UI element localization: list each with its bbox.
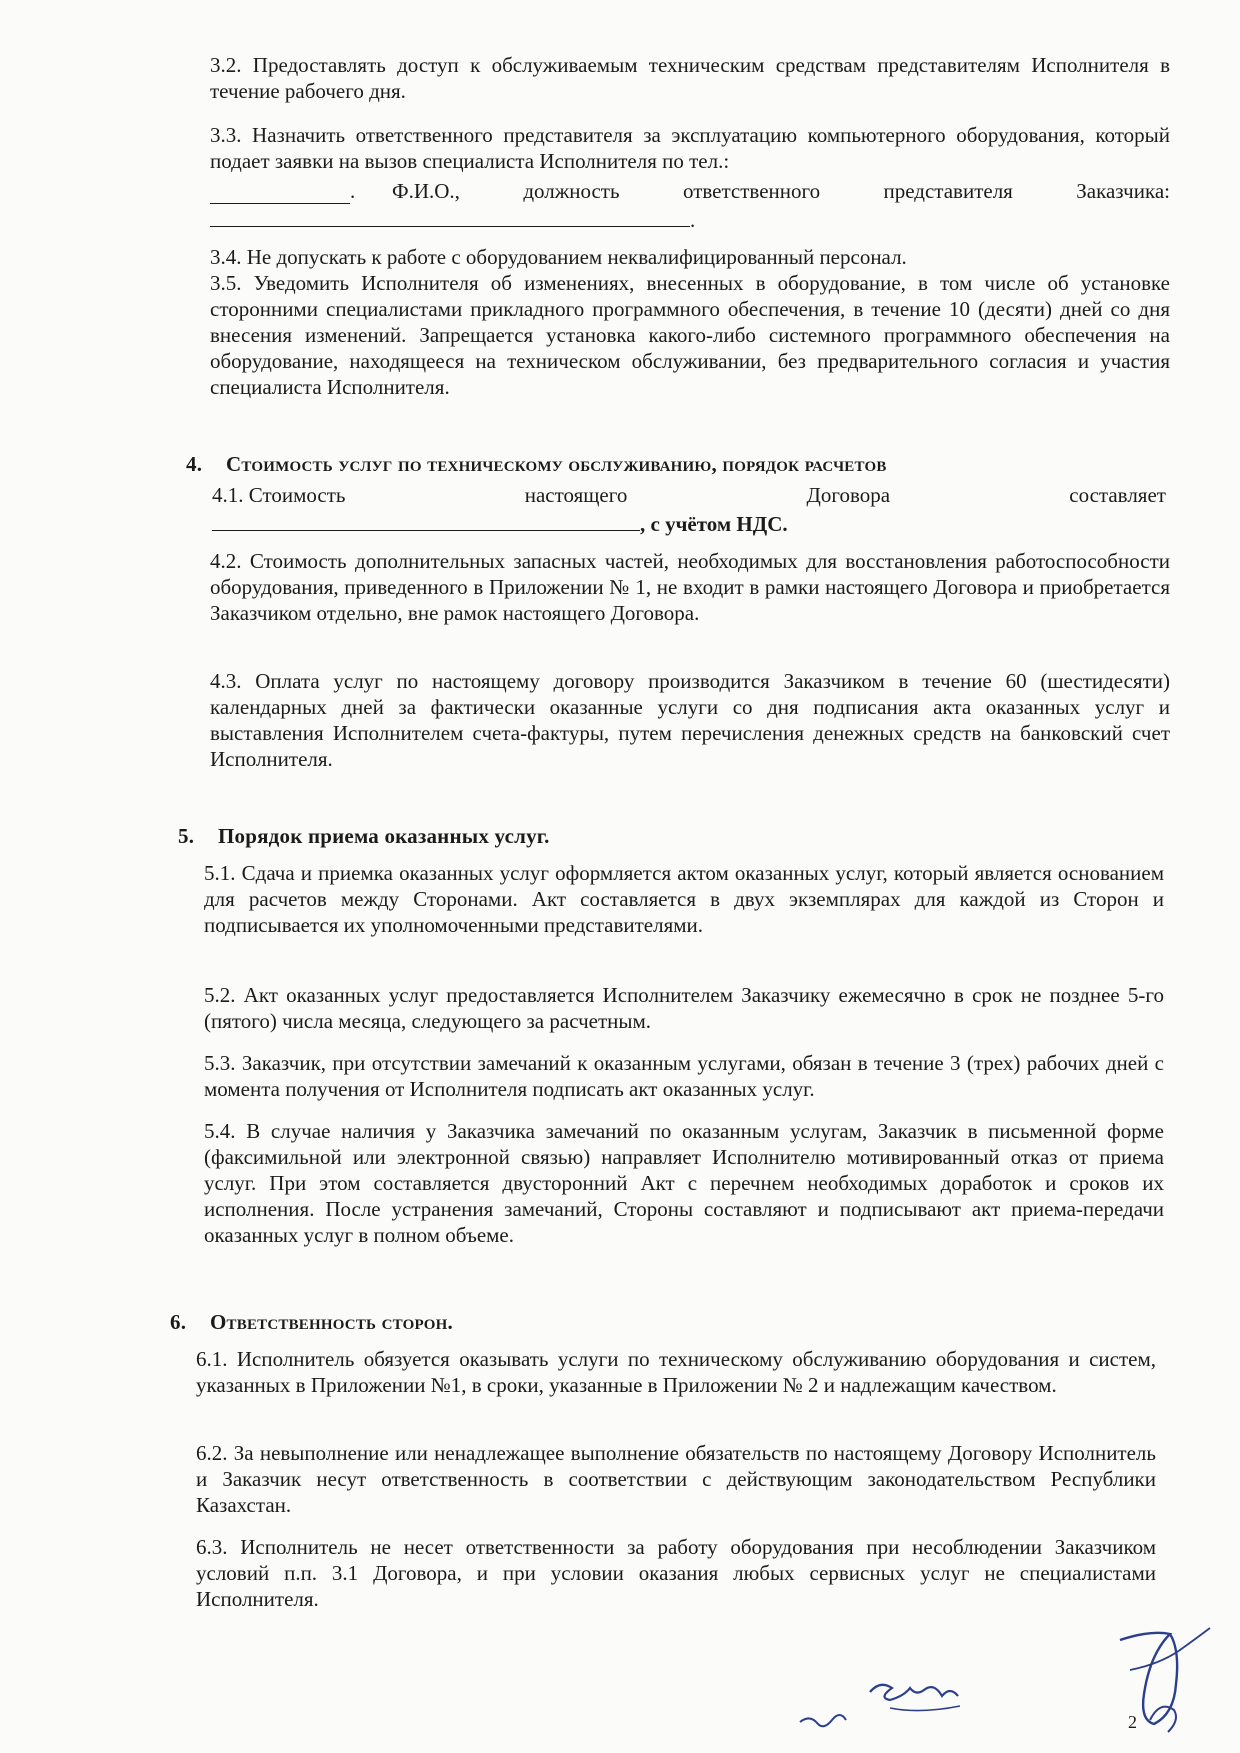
clause-4-1-word: Договора (806, 483, 891, 507)
phone-blank-line (210, 183, 350, 204)
clause-3-5 (210, 270, 1170, 400)
clause-4-2-text: 4.2. Стоимость дополнительных запасных частей, необходимых для восстановления работоспособности оборудования, приведенного в Приложении № 1, не входит в рамки настоящего Договора и приобретается Заказчиком отдельно, вне рамок настоящего Договора. (210, 549, 1170, 625)
clause-6-1 (196, 1346, 1156, 1398)
section-6-title: Ответственность сторон. (210, 1310, 453, 1334)
section-6-number: 6. (170, 1310, 187, 1334)
section-5-title: Порядок приема оказанных услуг. (218, 824, 550, 848)
clause-4-1-amount-row (212, 510, 1172, 537)
clause-4-1-word: 4.1. Стоимость (212, 483, 346, 507)
clause-6-2 (196, 1440, 1156, 1518)
amount-blank-line (212, 510, 640, 531)
clause-6-3 (196, 1534, 1156, 1612)
name-blank-line (210, 206, 690, 227)
page-number: 2 (1128, 1712, 1137, 1732)
section-4-heading (186, 452, 887, 477)
clause-3-3-dot: . (350, 179, 356, 203)
clause-3-3-contact-row (210, 178, 1170, 204)
clause-5-4-text: 5.4. В случае наличия у Заказчика замечаний по оказанным услугам, Заказчик в письменной форме (факсимильной или электронной связью) направляет Исполнителю мотивированный отказ от приема услуг. При этом составляется двусторонний Акт с перечнем необходимых доработок и сроков их исполнения. После устранения замечаний, Стороны составляют и подписывают акт приема-передачи оказанных услуг в полном объеме. (204, 1119, 1164, 1247)
clause-4-1-word: настоящего (524, 483, 628, 507)
handwritten-signature-left (780, 1650, 1100, 1740)
clause-4-1-vat: , с учётом НДС. (640, 512, 788, 536)
clause-4-1-line (212, 482, 1166, 508)
clause-4-2 (210, 548, 1170, 626)
clause-3-5-text: 3.5. Уведомить Исполнителя об изменениях, внесенных в оборудование, в том числе об установке сторонними специалистами прикладного программного обеспечения, в течение 10 (десяти) дней со дня внесения изменений. Запрещается установка какого-либо системного программного обеспечения на оборудование, находящееся на техническом обслуживании, без предварительного согласия и участия специалиста Исполнителя. (210, 271, 1170, 399)
clause-3-3-name-row (210, 206, 1170, 233)
clause-5-1 (204, 860, 1164, 938)
clause-5-3-text: 5.3. Заказчик, при отсутствии замечаний к оказанным услугами, обязан в течение 3 (трех) рабочих дней с момента получения от Исполнителя подписать акт оказанных услуг. (204, 1051, 1164, 1101)
clause-3-3-contact-label: Ф.И.О., должность ответственного представителя Заказчика: (392, 179, 1170, 203)
clause-5-4 (204, 1118, 1164, 1248)
section-4-title: Стоимость услуг по техническому обслуживанию, порядок расчетов (226, 452, 887, 476)
clause-3-3-text: 3.3. Назначить ответственного представителя за эксплуатацию компьютерного оборудования, который подает заявки на вызов специалиста Исполнителя по тел.: (210, 123, 1170, 173)
clause-6-1-text: 6.1. Исполнитель обязуется оказывать услуги по техническому обслуживанию оборудования и систем, указанных в Приложении №1, в сроки, указанные в Приложении № 2 и надлежащим качеством. (196, 1347, 1156, 1397)
clause-3-4 (210, 244, 1170, 270)
clause-3-2-text: 3.2. Предоставлять доступ к обслуживаемым техническим средствам представителям Исполнителя в течение рабочего дня. (210, 53, 1170, 103)
clause-3-4-text: 3.4. Не допускать к работе с оборудованием неквалифицированный персонал. (210, 245, 907, 269)
section-6-heading (170, 1310, 453, 1335)
clause-5-1-text: 5.1. Сдача и приемка оказанных услуг оформляется актом оказанных услуг, который является основанием для расчетов между Сторонами. Акт составляется в двух экземплярах для каждой из Сторон и подписывается их уполномоченными представителями. (204, 861, 1164, 937)
clause-4-3 (210, 668, 1170, 772)
clause-3-3-name-dot: . (690, 208, 696, 232)
clause-5-2 (204, 982, 1164, 1034)
clause-3-2 (210, 52, 1170, 104)
section-5-heading (178, 824, 550, 849)
section-4-number: 4. (186, 452, 203, 476)
clause-6-2-text: 6.2. За невыполнение или ненадлежащее выполнение обязательств по настоящему Договору Исполнитель и Заказчик несут ответственность в соответствии с действующим законодательством Республики Казахстан. (196, 1441, 1156, 1517)
clause-4-3-text: 4.3. Оплата услуг по настоящему договору производится Заказчиком в течение 60 (шестидесяти) календарных дней за фактически оказанные услуги со дня подписания акта оказанных услуг и выставления Исполнителем счета-фактуры, путем перечисления денежных средств на банковский счет Исполнителя. (210, 669, 1170, 771)
clause-5-3 (204, 1050, 1164, 1102)
handwritten-signature-right (1090, 1600, 1230, 1750)
section-5-number: 5. (178, 824, 195, 848)
clause-4-1-word: составляет (1069, 483, 1166, 507)
clause-5-2-text: 5.2. Акт оказанных услуг предоставляется Исполнителем Заказчику ежемесячно в срок не позднее 5-го (пятого) числа месяца, следующего за расчетным. (204, 983, 1164, 1033)
clause-3-3 (210, 122, 1170, 174)
clause-6-3-text: 6.3. Исполнитель не несет ответственности за работу оборудования при несоблюдении Заказчиком условий п.п. 3.1 Договора, и при условии оказания любых сервисных услуг не специалистами Исполнителя. (196, 1535, 1156, 1611)
